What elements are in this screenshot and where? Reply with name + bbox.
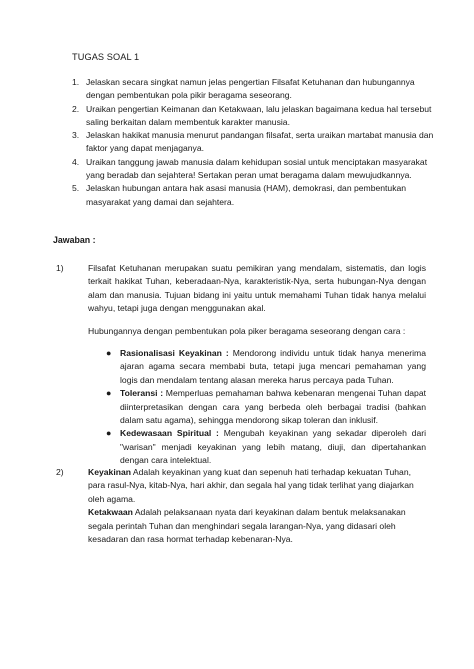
bullet-text: Memperluas pemahaman bahwa kebenaran mengenai Tuhan dapat diinterpretasikan dengan cara yang berbeda oleh berbagai tradisi (bahkan dalam satu agama), sehingga mendorong sikap toleran dan inklusif.	[120, 388, 426, 426]
bullet-text: Mendorong individu untuk tidak hanya menerima ajaran agama secara membabi buta, tetapi juga mencari pemahaman yang logis dan mendalam tentang alasan mereka harus percaya pada Tuhan.	[120, 348, 426, 385]
term-keyakinan: Keyakinan	[88, 467, 131, 477]
answer-2	[56, 466, 426, 546]
answer-1-paragraph: Filsafat Ketuhanan merupakan suatu pemikiran yang mendalam, sistematis, dan logis terkait hakikat Tuhan, keberadaan-Nya, karakteristik-Nya, serta hubungan-Nya dengan alam dan manusia. Tujuan bidang ini yaitu untuk memahami Tuhan tidak hanya melalui wahyu, tetapi juga dengan menggunakan akal.	[88, 263, 426, 314]
question-number: 5.	[72, 183, 80, 194]
question-text: Jelaskan secara singkat namun jelas pengertian Filsafat Ketuhanan dan hubungannya dengan pembentukan pola pikir beragama seseorang.	[86, 77, 415, 101]
question-text: Uraikan tanggung jawab manusia dalam kehidupan sosial untuk menciptakan masyarakat yang beradab dan sejahtera! Sertakan peran umat beragama dalam mewujudkannya.	[86, 156, 428, 181]
answer-1	[56, 262, 426, 468]
answer-1-intro: Hubungannya dengan pembentukan pola piker beragama seseorang dengan cara :	[88, 325, 406, 336]
bullet-term: Rasionalisasi Keyakinan :	[120, 348, 229, 359]
bullet-item	[106, 387, 426, 427]
answer-2-paragraph-ketakwaan	[88, 506, 426, 546]
question-text: Jelaskan hubungan antara hak asasi manusia (HAM), demokrasi, dan pembentukan masyarakat yang damai dan sejahtera.	[86, 183, 407, 207]
question-number: 3.	[72, 130, 80, 141]
question-item	[72, 76, 434, 103]
bullet-dot-icon: ●	[106, 348, 112, 359]
question-item	[72, 103, 434, 130]
question-text: Uraikan pengertian Keimanan dan Ketakwaan, lalu jelaskan bagaimana kedua hal tersebut saling berkaitan dalam membentuk karakter manusia.	[86, 103, 432, 127]
definition-keyakinan: Adalah keyakinan yang kuat dan sepenuh hati terhadap kekuatan Tuhan, para rasul-Nya, kitab-Nya, hari akhir, dan segala hal yang tidak terlihat yang diajarkan oleh agama.	[88, 467, 414, 504]
bullet-item	[106, 347, 426, 387]
answer-number: 2)	[56, 467, 64, 477]
bullet-item	[106, 427, 426, 467]
answers-heading: Jawaban :	[53, 235, 96, 245]
question-number: 2.	[72, 103, 80, 114]
definition-ketakwaan: Adalah pelaksanaan nyata dari keyakinan dalam bentuk melaksanakan segala perintah Tuhan dan menghindari segala larangan-Nya, yang didasari oleh kesadaran dan rasa hormat terhadap kebenaran-Nya.	[88, 507, 406, 545]
term-ketakwaan: Ketakwaan	[88, 507, 133, 518]
bullet-dot-icon: ●	[106, 388, 112, 399]
question-number: 1.	[72, 77, 80, 87]
page-title: TUGAS SOAL 1	[72, 52, 140, 62]
question-item	[72, 182, 434, 209]
question-text: Jelaskan hakikat manusia menurut pandangan filsafat, serta uraikan martabat manusia dan faktor yang dapat menjaganya.	[86, 130, 434, 154]
question-list	[72, 76, 434, 209]
bullet-text: Mengubah keyakinan yang sekadar diperoleh dari "warisan" menjadi keyakinan yang lebih matang, diuji, dan dipertahankan dengan cara intelektual.	[120, 428, 426, 466]
bullet-dot-icon: ●	[106, 428, 112, 439]
bullet-term: Kedewasaan Spiritual :	[120, 428, 219, 439]
answer-2-paragraph-keyakinan	[88, 466, 426, 506]
answer-1-bullet-list	[56, 347, 426, 468]
question-item	[72, 156, 434, 183]
question-number: 4.	[72, 156, 80, 167]
bullet-term: Toleransi :	[120, 388, 164, 399]
question-item	[72, 129, 434, 156]
answer-number: 1)	[56, 263, 64, 273]
